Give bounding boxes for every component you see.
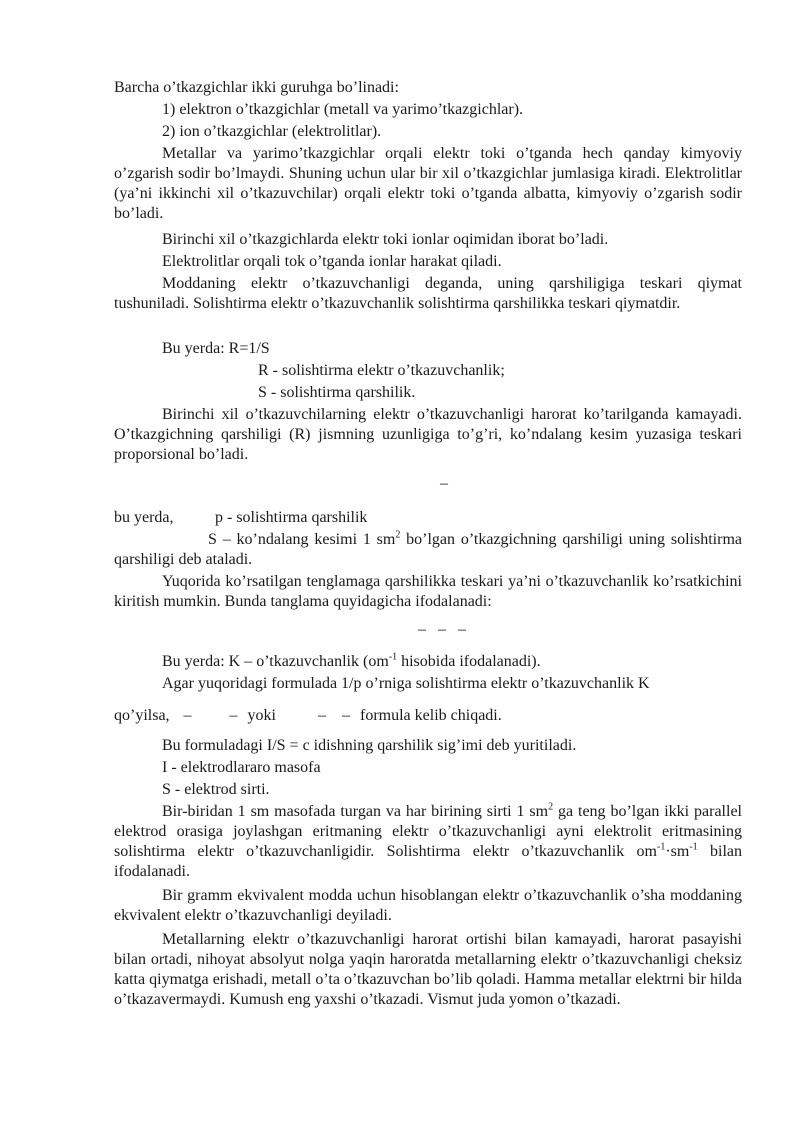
definition-s: S - solishtirma qarshilik. (258, 384, 416, 401)
formula-placeholder-2: – – – (418, 621, 466, 638)
paragraph-first-type: Birinchi xil o’tkazgichlarda elektr toki ionlar oqimidan iborat bo’ladi. (162, 231, 609, 248)
formula-placeholder: – (440, 475, 448, 492)
paragraph-conductivity: Moddaning elektr o’tkazuvchanligi deganda, uning qarshiligiga teskari qiymat tushuniladi. Solishtirma elektr o’tkazuvchanlik solishtirma qarshilikka teskari qiymatdir. (114, 275, 742, 312)
list-item-ion: 2) ion o’tkazgichlar (elektrolitlar). (162, 123, 382, 140)
paragraph-resistance: Birinchi xil o’tkazuvchilarning elektr o’tkazuvchanligi harorat ko’tarilganda kamayadi. O’tkazgichning qarshiligi (R) jismning uzunligiga to’g’ri, ko’ndalang kesim yuzasiga teskari proporsional bo’ladi. (114, 406, 742, 463)
definition-p: p - solishtirma qarshilik (215, 509, 368, 526)
paragraph-substitution: Agar yuqoridagi formulada 1/p o’rniga solishtirma elektr o’tkazuvchanlik K (162, 675, 650, 692)
paragraph-electrolytes: Elektrolitlar orqali tok o’tganda ionlar harakat qiladi. (162, 253, 502, 270)
paragraph-cross-section: S – ko’ndalang kesimi 1 $sm^2$ bo’lgan o’tkazgichning qarshiligi uning solishtirma qarshiligi deb ataladi. (114, 529, 742, 568)
paragraph-intro: Barcha o’tkazgichlar ikki guruhga bo’linadi: (114, 79, 399, 96)
list-item-electron: 1) elektron o’tkazgichlar (metall va yarimo’tkazgichlar). (162, 101, 524, 118)
formula-line: Bu yerda: R=1/S (162, 340, 270, 357)
definition-s-electrode: S - elektrod sirti. (162, 781, 270, 798)
paragraph-metals-temperature: Metallarning elektr o’tkazuvchanligi harorat ortishi bilan kamayadi, harorat pasayishi bilan ortadi, nihoyat absolyut nolga yaqin haroratda metallarning elektr o’tkazuvchanligi cheksiz katta qiymatga erishadi, metall o’ta o’tkazuvchan bo’lib qoladi. Hamma metallar elektrni bir hilda o’tkazavermaydi. Kumush eng yaxshi o’tkazadi. Vismut juda yomon o’tkazadi. (114, 931, 742, 1008)
formula-inline-line: qo’yilsa, – – yoki – – formula kelib chiqadi. (114, 707, 502, 724)
definition-r: R - solishtirma elektr o’tkazuvchanlik; (258, 362, 505, 379)
paragraph-specific-conductivity: Bir-biridan 1 sm masofada turgan va har birining sirti 1 $sm^2$ ga teng bo’lgan ikki parallel elektrod orasiga joylashgan eritmaning elektr o’tkazuvchanligi ayni elektrolit eritmasining solishtirma elektr o’tkazuvchanligidir. Solishtirma elektr o’tkazuvchanlik $om^{-1}\cdot sm^{-1}$ bilan ifodalanadi. (114, 801, 742, 880)
paragraph-equivalent: Bir gramm ekvivalent modda uchun hisoblangan elektr o’tkazuvchanlik o’sha moddaning ekvivalent elektr o’tkazuvchanligi deyiladi. (114, 887, 742, 924)
paragraph-equation-intro: Yuqorida ko’rsatilgan tenglamaga qarshilikka teskari ya’ni o’tkazuvchanlik ko’rsatkichini kiritish mumkin. Bunda tanglama quyidagicha ifodalanadi: (114, 573, 742, 610)
paragraph-metals: Metallar va yarimo’tkazgichlar orqali elektr toki o’tganda hech qanday kimyoviy o’zgarish sodir bo’lmaydi. Shuning uchun ular bir xil o’tkazgichlar jumlasiga kiradi. Elektrolitlar (ya’ni ikkinchi xil o’tkazuvchilar) orqali elektr toki o’tganda albatta, kimyoviy o’zgarish sodir bo’ladi. (114, 145, 742, 222)
definition-i: I - elektrodlararo masofa (162, 759, 321, 776)
label-bu-yerda: bu yerda, (114, 509, 174, 526)
paragraph-cell-constant: Bu formuladagi I/S = c idishning qarshilik sig’imi deb yuritiladi. (162, 737, 577, 754)
paragraph-k-definition: Bu yerda: K – o’tkazuvchanlik ($om^{-1}$ hisobida ifodalanadi). (162, 651, 541, 670)
